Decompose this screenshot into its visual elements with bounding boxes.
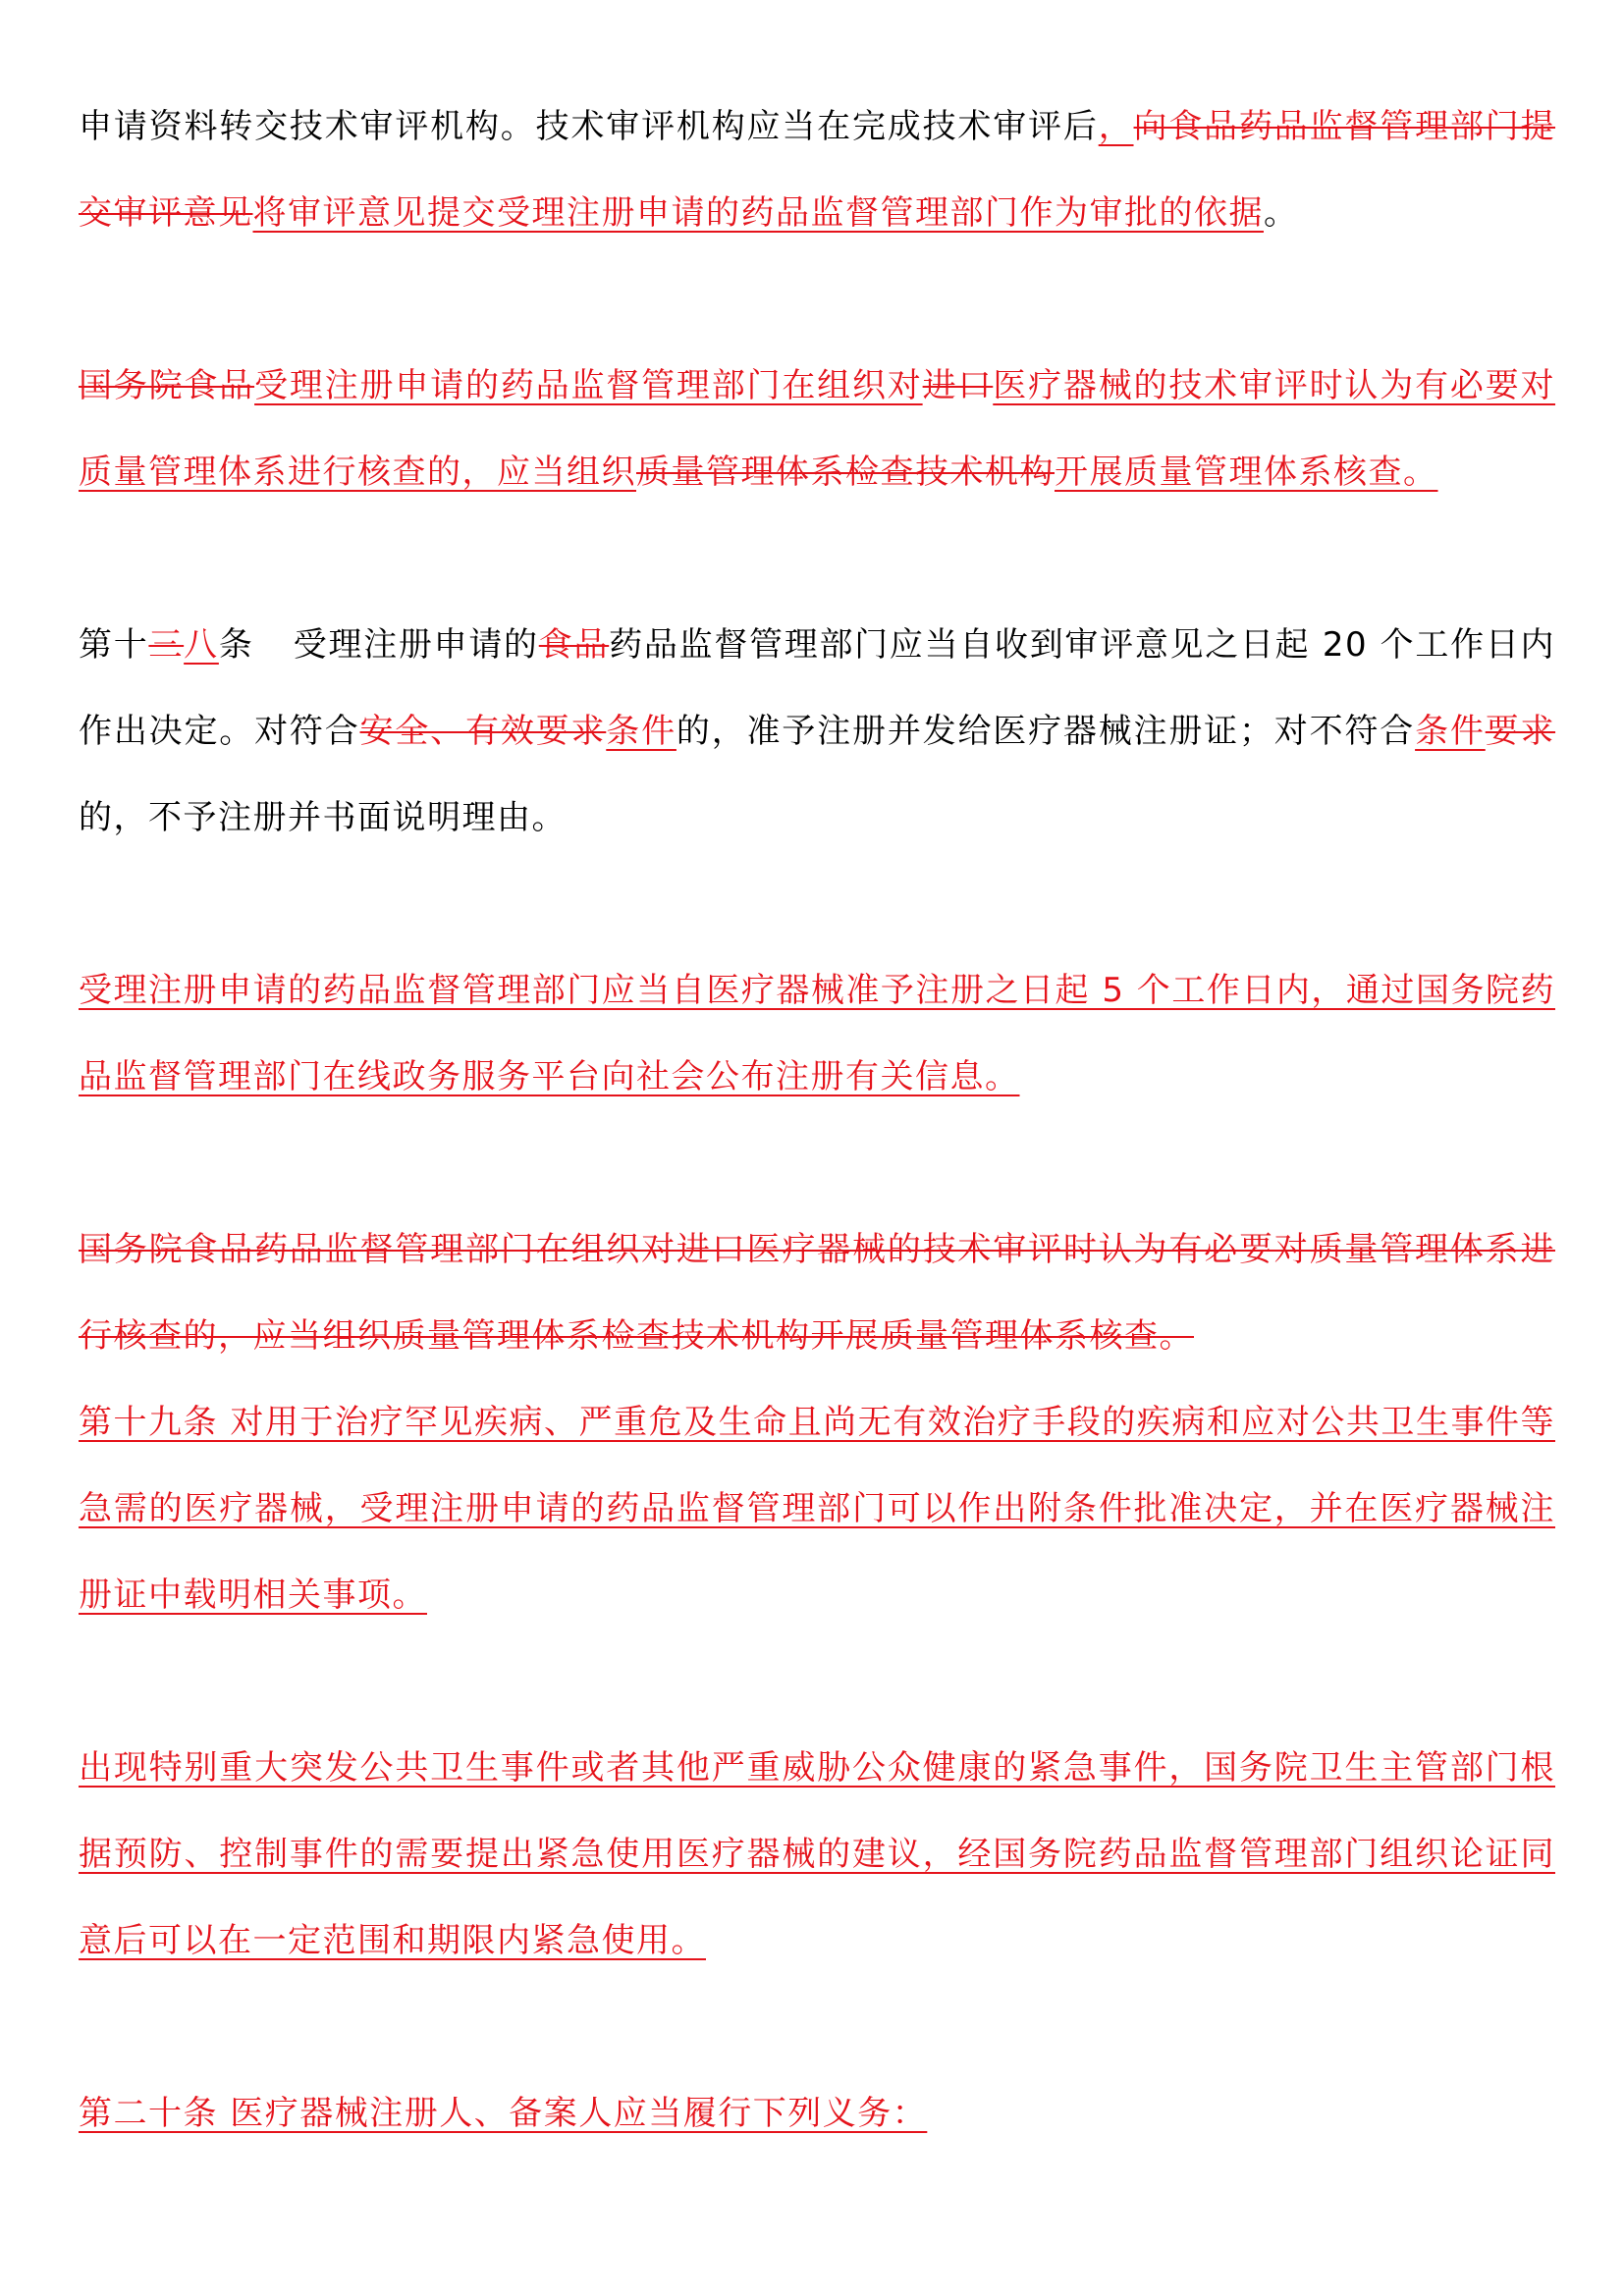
paragraph-article-18	[79, 602, 1555, 861]
deleted-text: 安全、有效要求	[359, 712, 607, 751]
deleted-text: 食品	[538, 625, 610, 665]
inserted-text: 受理注册申请的药品监督管理部门在组织对	[254, 366, 923, 405]
inserted-text: 医疗器械的技术审评时认为有必要对质量管理体系进行核查的，应当组织	[79, 366, 1556, 492]
deleted-text: 向食品药品监督管理部门提交审评意见	[79, 107, 1556, 233]
deleted-text: 质量管理体系检查技术机构	[636, 453, 1055, 492]
deleted-text: 国务院食品药品监督管理部门在组织对进口医疗器械的技术审评时认为有必要对质量管理体系进行核查的，应当组织质量管理体系检查技术机构开展质量管理体系核查。	[79, 1230, 1555, 1356]
inserted-text: ，	[1098, 107, 1134, 146]
paragraph-emergency-use	[79, 1725, 1555, 1984]
text-run: 第十	[79, 625, 149, 665]
text-run: 的，不予注册并书面说明理由。	[79, 798, 567, 837]
inserted-text: 受理注册申请的药品监督管理部门应当自医疗器械准予注册之日起 5 个工作日内，通过国务院药品监督管理部门在线政务服务平台向社会公布注册有关信息。	[79, 971, 1555, 1096]
text-run: 的，准予注册并发给医疗器械注册证；对不符合	[676, 712, 1416, 751]
paragraph-technical-review-submission	[79, 83, 1555, 256]
inserted-text: 第二十条 医疗器械注册人、备案人应当履行下列义务：	[79, 2094, 928, 2133]
text-run: 药品监督管理部门应当自收到审评意见之日起 20 个工作日内作出决定。对符合	[79, 625, 1556, 751]
text-run: 受理注册申请的	[293, 625, 539, 665]
deleted-text: 国务院食品	[79, 366, 255, 405]
deleted-text: 进口	[922, 366, 994, 405]
text-run: 申请资料转交技术审评机构。技术审评机构应当在完成技术审评后	[79, 107, 1099, 146]
paragraph-article-19	[79, 1379, 1555, 1638]
inserted-text: 条件	[1415, 712, 1486, 751]
inserted-text: 将审评意见提交受理注册申请的药品监督管理部门作为审批的依据	[252, 193, 1264, 233]
inserted-text: 出现特别重大突发公共卫生事件或者其他严重威胁公众健康的紧急事件，国务院卫生主管部门根据预防、控制事件的需要提出紧急使用医疗器械的建议，经国务院药品监督管理部门组织论证同意后可以在一定范围和期限内紧急使用。	[79, 1748, 1555, 1960]
inserted-text: 第十九条 对用于治疗罕见疾病、严重危及生命且尚无有效治疗手段的疾病和应对公共卫生事件等急需的医疗器械，受理注册申请的药品监督管理部门可以作出附条件批准决定，并在医疗器械注册证中载明相关事项。	[79, 1403, 1555, 1615]
paragraph-deleted-import-inspection	[79, 1206, 1555, 1379]
text-run: 条	[218, 625, 254, 665]
paragraph-registration-publication	[79, 947, 1555, 1120]
inserted-text: 条件	[606, 712, 677, 751]
text-run: 。	[1264, 193, 1299, 233]
inserted-text: 开展质量管理体系核查。	[1055, 453, 1438, 492]
paragraph-quality-system-inspection	[79, 343, 1555, 515]
inserted-text: 八	[184, 625, 219, 665]
deleted-text: 三	[148, 625, 185, 665]
deleted-text: 要求	[1485, 712, 1556, 751]
paragraph-article-20	[79, 2070, 1555, 2157]
